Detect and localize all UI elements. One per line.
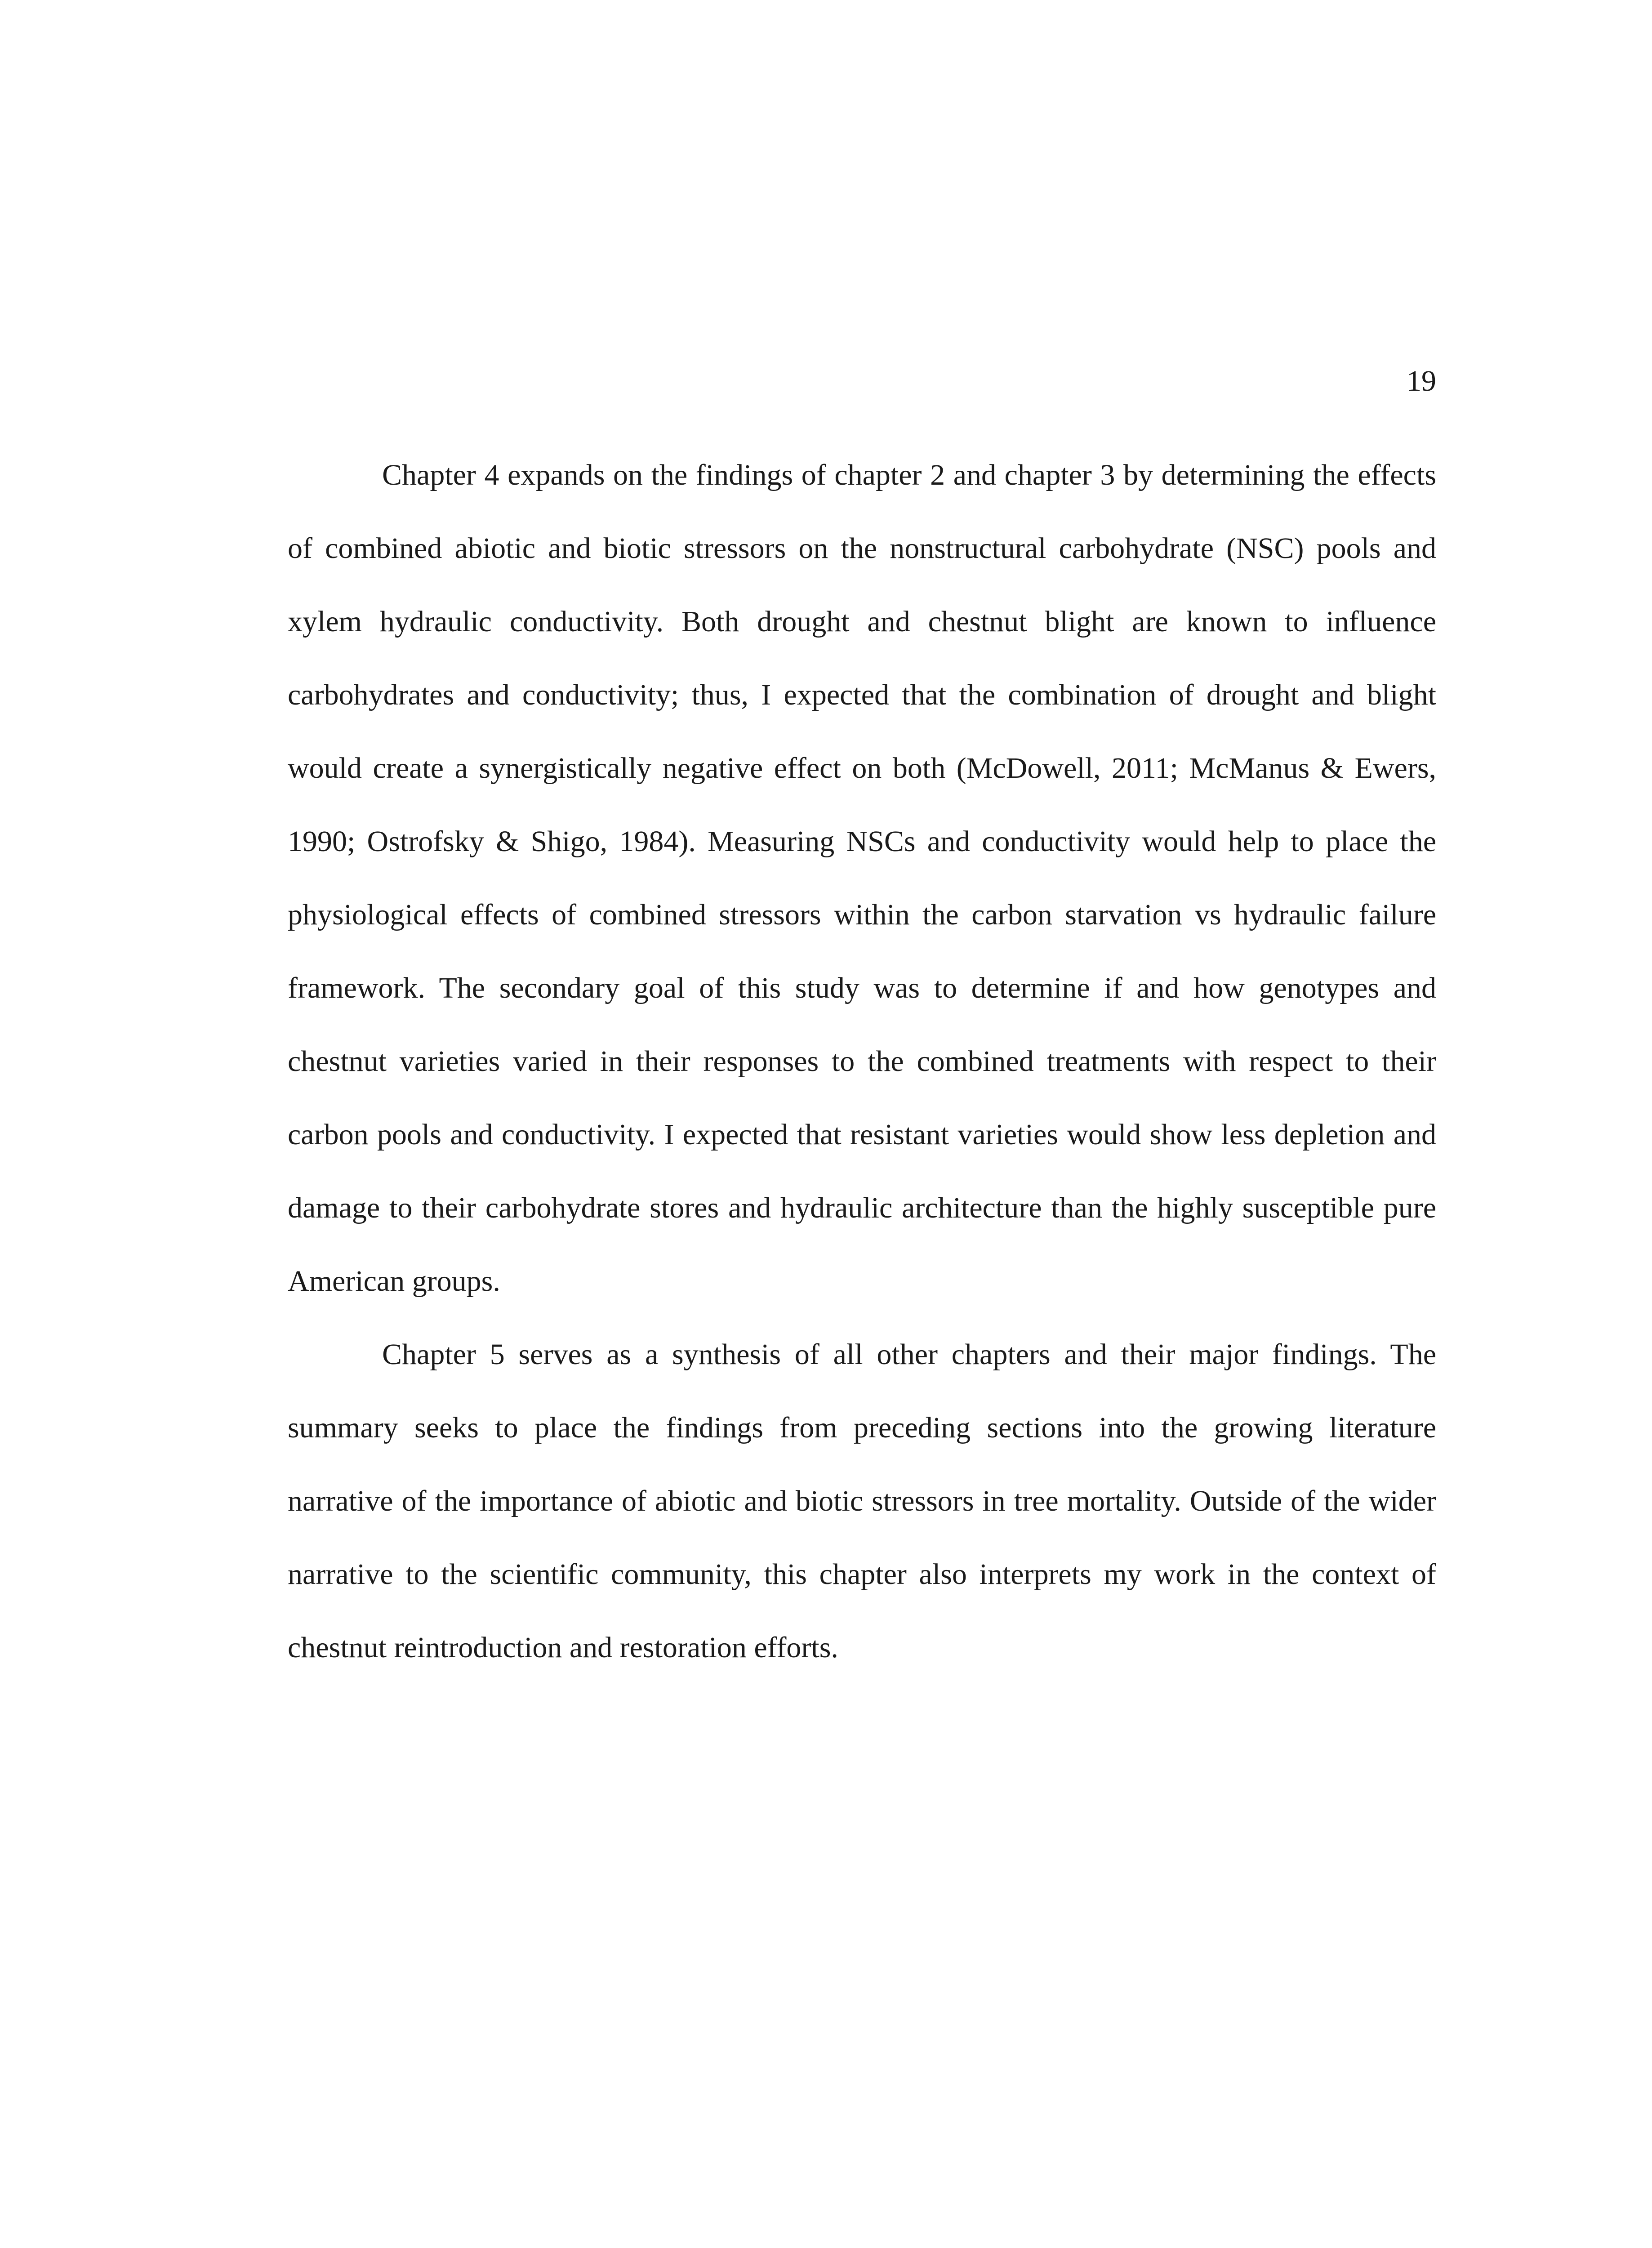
body-text: [288, 438, 1436, 1684]
paragraph-chapter-4: Chapter 4 expands on the findings of chapter 2 and chapter 3 by determining the effects of combined abiotic and biotic stressors on the nonstructural carbohydrate (NSC) pools and xylem hydraulic conductivity. Both drought and chestnut blight are known to influence carbohydrates and conductivity; thus, I expected that the combination of drought and blight would create a synergistically negative effect on both (McDowell, 2011; McManus & Ewers, 1990; Ostrofsky & Shigo, 1984). Measuring NSCs and conductivity would help to place the physiological effects of combined stressors within the carbon starvation vs hydraulic failure framework. The secondary goal of this study was to determine if and how genotypes and chestnut varieties varied in their responses to the combined treatments with respect to their carbon pools and conductivity. I expected that resistant varieties would show less depletion and damage to their carbohydrate stores and hydraulic architecture than the highly susceptible pure American groups.: [288, 459, 1436, 1298]
paragraph-chapter-5: Chapter 5 serves as a synthesis of all other chapters and their major findings. The summary seeks to place the findings from preceding sections into the growing literature narrative of the importance of abiotic and biotic stressors in tree mortality. Outside of the wider narrative to the scientific community, this chapter also interprets my work in the context of chestnut reintroduction and restoration efforts.: [288, 1338, 1436, 1664]
page-number: 19: [1407, 365, 1436, 397]
